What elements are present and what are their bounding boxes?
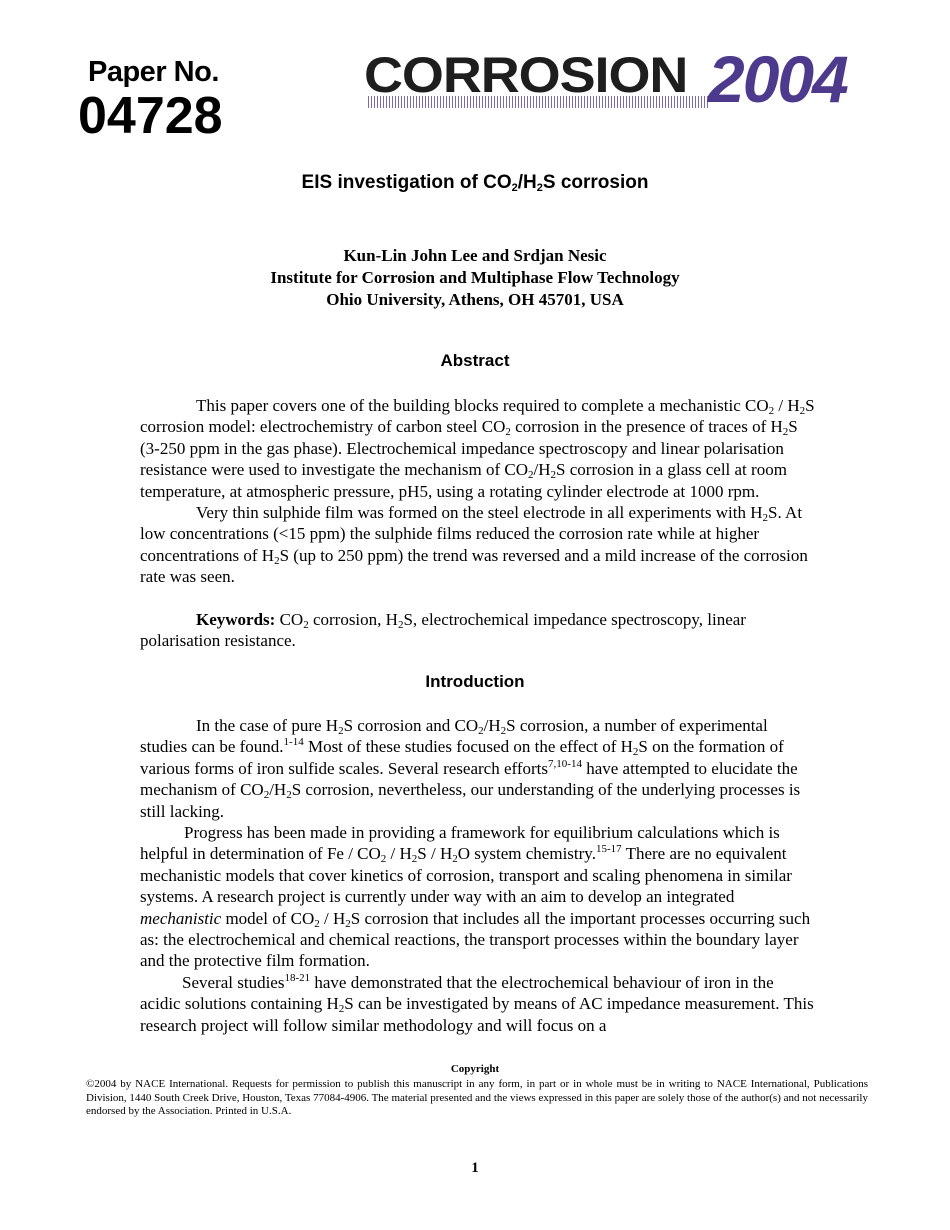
logo-year: 2004 <box>708 42 847 116</box>
reference-superscript: 7,10-14 <box>548 757 582 770</box>
author-names: Kun-Lin John Lee and Srdjan Nesic <box>343 246 607 265</box>
copyright-heading: Copyright <box>450 1063 500 1075</box>
copyright-notice: ©2004 by NACE International. Requests for permission to publish this manuscript in any form, in part or in whole must be in writing to NACE International, Publications Division, 1440 South Creek Drive, Houston, Texas 77084-4906. The material presented and the views expressed in this paper are solely those of the author(s) and not necessarily endorsed by the Association. Printed in U.S.A. <box>86 1078 868 1117</box>
abstract-paragraph-1: This paper covers one of the building blocks required to complete a mechanistic $CO_2 / H_2S$ corrosion model: electrochemistry of carbon steel $CO_2$ corrosion in the presence of traces of $H_2S$ (3-250 ppm in the gas phase). Electrochemical impedance spectroscopy and linear polarisation resistance were used to investigate the mechanism of $CO_2/H_2S$ corrosion in a glass cell at room temperature, at atmospheric pressure, pH5, using a rotating cylinder electrode at 1000 rpm. <box>140 396 815 501</box>
author-address: Ohio University, Athens, OH 45701, USA <box>326 290 624 309</box>
intro-paragraph-2: Progress has been made in providing a framework for equilibrium calculations which is helpful in determination of Fe / $CO_2 / H_2S / H_2O$ system chemistry.$^{15-17}$ There are no equivalent mechanistic models that cover kinetics of corrosion, transport and scaling phenomena in similar systems. A research project is currently under way with an aim to develop an integrated mechanistic model of $CO_2 / H_2S$ corrosion that includes all the important processes occurring such as: the electrochemical and chemical reactions, the transport processes within the boundary layer and the protective film formation. <box>140 823 811 971</box>
paper-number: 04728 <box>78 87 223 145</box>
paper-title: EIS investigation of $CO_2/H_2S$ corrosion <box>301 172 649 194</box>
introduction-body <box>140 715 815 1036</box>
reference-superscript: 18-21 <box>284 971 311 984</box>
keywords: Keywords: $CO_2$ corrosion, $H_2S$, electrochemical impedance spectroscopy, linear polarisation resistance. <box>140 610 746 651</box>
author-block <box>0 245 950 311</box>
abstract-body <box>140 395 815 652</box>
page-number: 1 <box>471 1160 479 1176</box>
reference-superscript: 15-17 <box>595 843 622 856</box>
abstract-paragraph-2: Very thin sulphide film was formed on the steel electrode in all experiments with $H_2S$. At low concentrations (<15 ppm) the sulphide films reduced the corrosion rate while at higher concentrations of $H_2S$ (up to 250 ppm) the trend was reversed and a mild increase of the corrosion rate was seen. <box>140 503 808 587</box>
paper-number-label: Paper No. <box>88 56 219 88</box>
intro-paragraph-1: In the case of pure $H_2S$ corrosion and $CO_2/H_2S$ corrosion, a number of experimental studies can be found.$^{1-14}$ Most of these studies focused on the effect of $H_2S$ on the formation of various forms of iron sulfide scales. Several research efforts$^{7,10-14}$ have attempted to elucidate the mechanism of $CO_2/H_2S$ corrosion, nevertheless, our understanding of the underlying processes is still lacking. <box>140 716 801 821</box>
abstract-heading: Abstract <box>440 351 510 370</box>
logo-word: CORROSION <box>364 47 688 103</box>
author-institute: Institute for Corrosion and Multiphase Flow Technology <box>270 268 680 287</box>
introduction-heading: Introduction <box>425 672 525 691</box>
intro-paragraph-3: Several studies$^{18-21}$ have demonstrated that the electrochemical behaviour of iron in the acidic solutions containing $H_2S$ can be investigated by means of AC impedance measurement. This research project will follow similar methodology and will focus on a <box>140 971 814 1035</box>
reference-superscript: 1-14 <box>283 736 304 749</box>
corrosion-2004-logo <box>364 42 872 116</box>
